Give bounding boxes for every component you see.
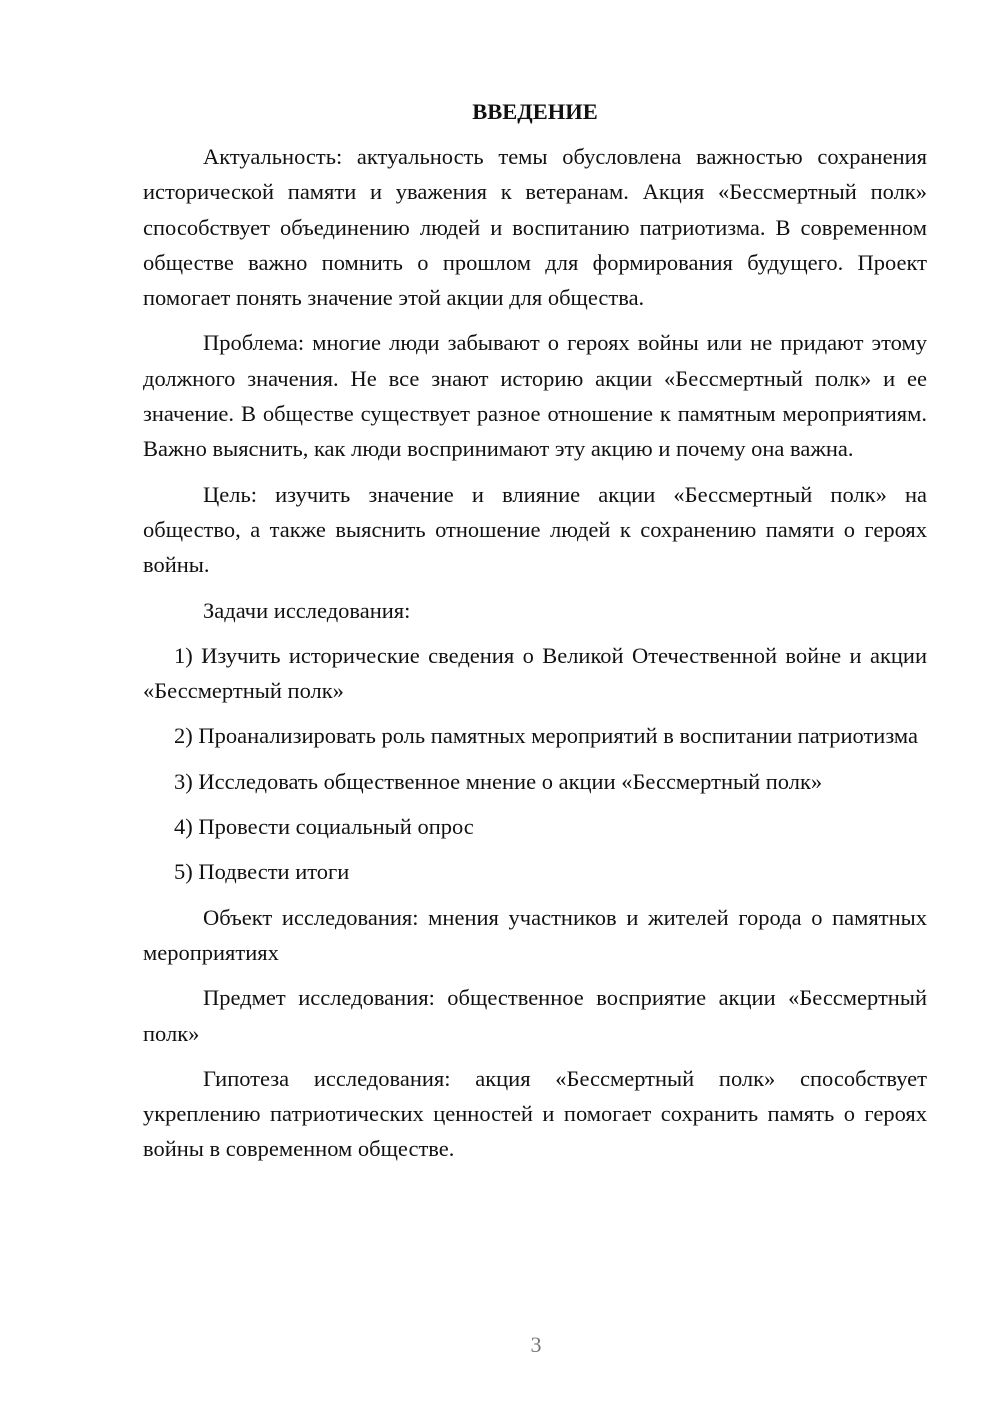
task-item-5: 5) Подвести итоги — [174, 859, 350, 885]
paragraph-goal: Цель: изучить значение и влияние акции «Бессмертный полк» на общество, а также выяснить отношение людей к сохранению памяти о героях войны. — [143, 481, 927, 578]
page-number: 3 — [530, 1332, 542, 1357]
page-title: ВВЕДЕНИЕ — [472, 99, 598, 124]
page-content — [143, 94, 927, 1177]
paragraph-subject: Предмет исследования: общественное восприятие акции «Бессмертный полк» — [143, 985, 927, 1046]
paragraph-relevance: Актуальность: актуальность темы обусловлена важностью сохранения исторической памяти и уважения к ветеранам. Акция «Бессмертный полк» способствует объединению людей и воспитанию патриотизма. В современном обществе важно помнить о прошлом для формирования будущего. Проект помогает понять значение этой акции для общества. — [143, 144, 927, 311]
tasks-heading: Задачи исследования: — [203, 597, 411, 623]
paragraph-object: Объект исследования: мнения участников и жителей города о памятных мероприятиях — [143, 904, 927, 965]
task-item-1: 1) Изучить исторические сведения о Великой Отечественной войне и акции «Бессмертный полк» — [143, 642, 927, 704]
task-item-3: 3) Исследовать общественное мнение о акции «Бессмертный полк» — [174, 768, 823, 794]
task-item-2: 2) Проанализировать роль памятных мероприятий в воспитании патриотизма — [174, 723, 918, 749]
paragraph-problem: Проблема: многие люди забывают о героях войны или не придают этому должного значения. Не все знают историю акции «Бессмертный полк» и ее значение. В обществе существует разное отношение к памятным мероприятиям. Важно выяснить, как люди воспринимают эту акцию и почему она важна. — [143, 330, 927, 462]
task-item-4: 4) Провести социальный опрос — [174, 814, 474, 840]
paragraph-hypothesis: Гипотеза исследования: акция «Бессмертный полк» способствует укреплению патриотических ценностей и помогает сохранить память о героях войны в современном обществе. — [143, 1065, 927, 1162]
